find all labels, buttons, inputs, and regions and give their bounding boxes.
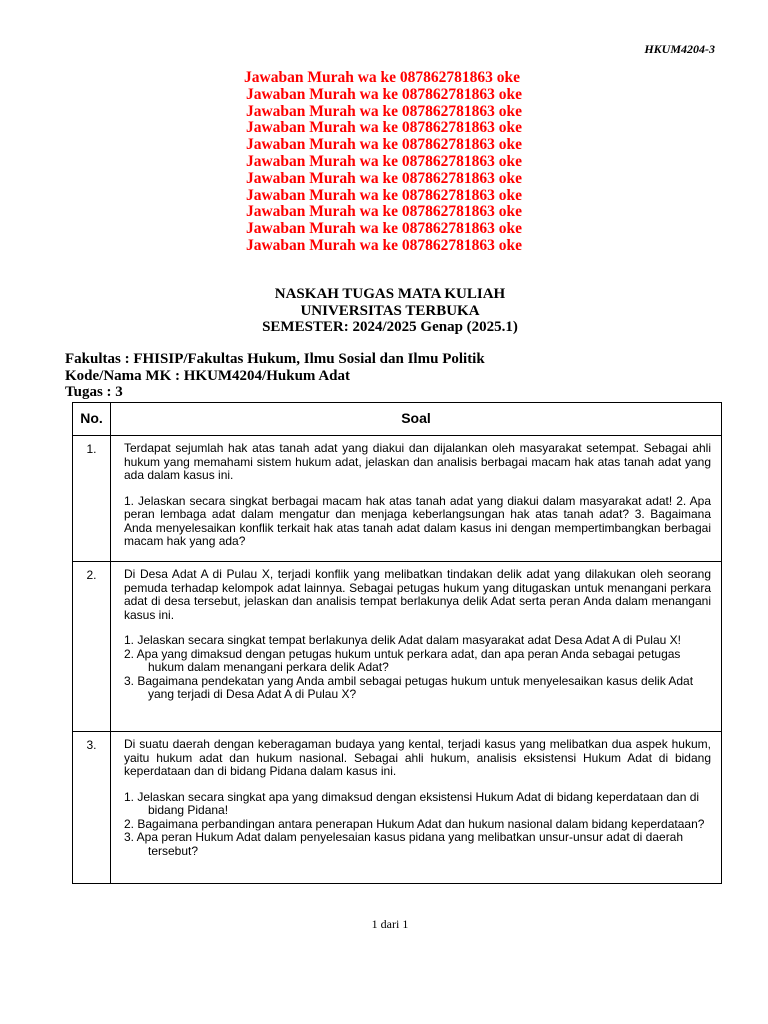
- course-meta: [65, 351, 485, 401]
- promo-line: Jawaban Murah wa ke 087862781863 oke: [244, 69, 524, 86]
- promo-line: Jawaban Murah wa ke 087862781863 oke: [245, 102, 522, 120]
- promo-line: Jawaban Murah wa ke 087862781863 oke: [245, 203, 522, 221]
- table-header-row: [73, 403, 722, 436]
- question-list: [124, 634, 711, 702]
- question-item: 1. Jelaskan secara singkat apa yang dimaksud dengan eksistensi Hukum Adat di bidang keperdataan dan di bidang Pidana!: [124, 789, 700, 817]
- header-no: No.: [73, 403, 111, 436]
- case-intro: Di Desa Adat A di Pulau X, terjadi konflik yang melibatkan tindakan delik adat yang dilakukan oleh seorang pemuda terhadap kelompok adat lainnya. Sebagai petugas hukum yang ditugaskan untuk menangani perkara adat di desa tersebut, jelaskan dan analisis tempat berlakunya delik Adat serta peran Anda dalam menangani kasus ini.: [124, 567, 711, 622]
- promo-line: Jawaban Murah wa ke 087862781863 oke: [245, 236, 522, 254]
- title-line-2: UNIVERSITAS TERBUKA: [300, 302, 480, 319]
- question-item: 2. Apa yang dimaksud dengan petugas hukum untuk perkara adat, dan apa peran Anda sebagai petugas hukum dalam menangani perkara delik Adat?: [124, 646, 681, 674]
- row-content: [111, 732, 722, 884]
- question-text: 1. Jelaskan secara singkat berbagai macam hak atas tanah adat yang diakui dalam masyarakat adat! 2. Apa peran lembaga adat dalam mengatur dan menjaga keberlangsungan hak atas tanah adat? 3. Bagaimana Anda menyelesaikan konflik terkait hak atas tanah adat dalam kasus ini dengan mempertimbangkan berbagai macam hak yang ada?: [124, 493, 711, 548]
- case-intro: Terdapat sejumlah hak atas tanah adat yang diakui dan dijalankan oleh masyarakat setempat. Sebagai ahli hukum yang memahami sistem hukum adat, jelaskan dan analisis berbagai macam hak atas tanah adat yang ada dalam kasus ini.: [124, 441, 711, 482]
- promo-line: Jawaban Murah wa ke 087862781863 oke: [245, 136, 522, 154]
- promo-line: Jawaban Murah wa ke 087862781863 oke: [245, 186, 522, 204]
- question-list: [124, 791, 711, 859]
- row-number: 3.: [73, 732, 111, 884]
- document-title: [0, 286, 768, 336]
- promo-line: Jawaban Murah wa ke 087862781863 oke: [245, 152, 522, 170]
- promo-line: Jawaban Murah wa ke 087862781863 oke: [245, 85, 522, 103]
- faculty-label: Fakultas : FHISIP/Fakultas Hukum, Ilmu Sosial dan Ilmu Politik: [65, 351, 485, 367]
- row-content: [111, 436, 722, 562]
- table-row: [73, 562, 722, 732]
- assignment-label: Tugas : 3: [65, 384, 123, 400]
- question-item: 2. Bagaimana perbandingan antara penerapan Hukum Adat dan hukum nasional dalam bidang keperdataan?: [124, 816, 705, 831]
- document-code: HKUM4204-3: [644, 42, 715, 56]
- row-number: 2.: [73, 562, 111, 732]
- question-item: 1. Jelaskan secara singkat tempat berlakunya delik Adat dalam masyarakat adat Desa Adat A di Pulau X!: [124, 633, 681, 647]
- question-item: 3. Apa peran Hukum Adat dalam penyelesaian kasus pidana yang melibatkan unsur-unsur adat di daerah tersebut?: [124, 830, 684, 858]
- title-line-3: SEMESTER: 2024/2025 Genap (2025.1): [262, 319, 518, 335]
- table-row: [73, 436, 722, 562]
- promo-line: Jawaban Murah wa ke 087862781863 oke: [245, 169, 522, 187]
- case-intro: Di suatu daerah dengan keberagaman budaya yang kental, terjadi kasus yang melibatkan dua aspek hukum, yaitu hukum adat dan hukum nasional. Sebagai ahli hukum, analisis eksistensi Hukum Adat di bidang keperdataan dan di bidang Pidana dalam kasus ini.: [124, 737, 711, 778]
- course-code-label: Kode/Nama MK : HKUM4204/Hukum Adat: [65, 367, 351, 384]
- table-row: [73, 732, 722, 884]
- row-content: [111, 562, 722, 732]
- row-number: 1.: [73, 436, 111, 562]
- promo-line: Jawaban Murah wa ke 087862781863 oke: [245, 119, 522, 137]
- questions-table: [72, 402, 722, 884]
- question-item: 3. Bagaimana pendekatan yang Anda ambil sebagai petugas hukum untuk menyelesaikan kasus delik Adat yang terjadi di Desa Adat A di Pulau X?: [124, 673, 694, 701]
- title-line-1: NASKAH TUGAS MATA KULIAH: [274, 286, 506, 302]
- header-soal: Soal: [111, 403, 722, 436]
- promo-line: Jawaban Murah wa ke 087862781863 oke: [245, 220, 522, 238]
- promo-text-block: [0, 70, 768, 255]
- page-number: 1 dari 1: [371, 917, 409, 931]
